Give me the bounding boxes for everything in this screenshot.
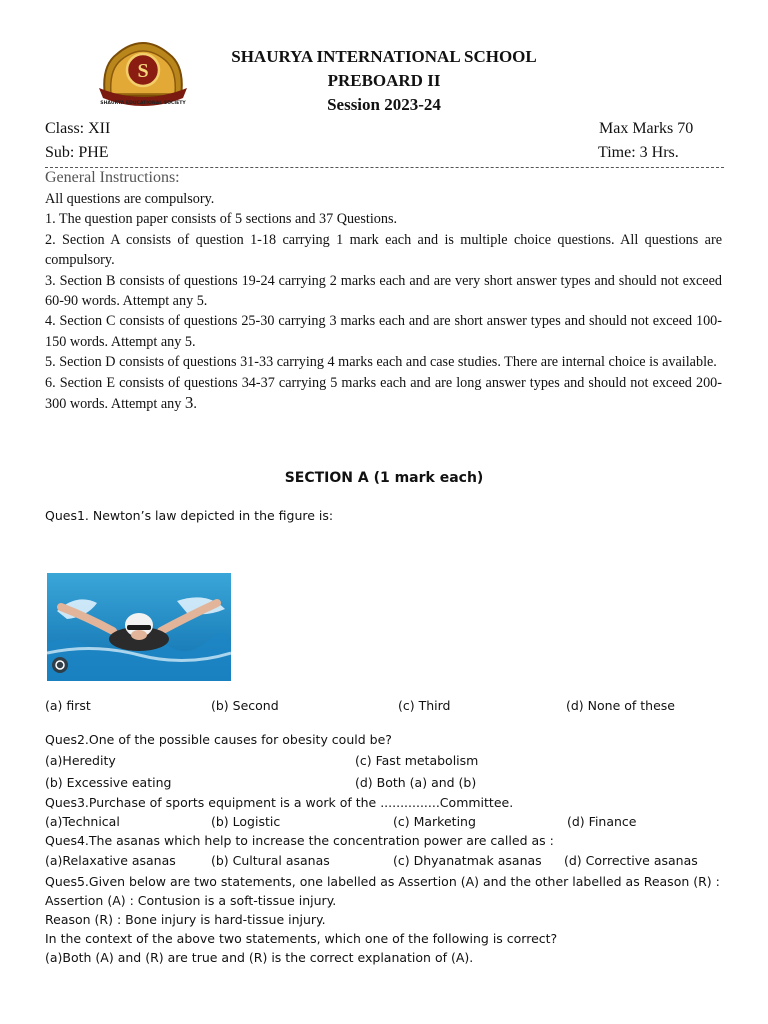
class-label: Class: XII bbox=[45, 120, 111, 137]
instruction-line: 4. Section C consists of questions 25-30 carrying 3 marks each and are short answer types and should not exceed 100-150 words. Attempt any 5. bbox=[45, 313, 722, 350]
q4-option-b: (b) Cultural asanas bbox=[211, 853, 330, 868]
instructions-heading: General Instructions: bbox=[45, 169, 180, 186]
header-divider bbox=[45, 167, 724, 168]
instruction-line: All questions are compulsory. bbox=[45, 191, 215, 207]
q5-reason: Reason (R) : Bone injury is hard-tissue injury. bbox=[45, 912, 326, 927]
instruction-line bbox=[45, 373, 722, 415]
question-4: Ques4.The asanas which help to increase the concentration power are called as : bbox=[45, 833, 554, 848]
max-marks: Max Marks 70 bbox=[599, 120, 694, 137]
school-name: SHAURYA INTERNATIONAL SCHOOL bbox=[231, 47, 537, 66]
instructions-list bbox=[45, 189, 722, 414]
time-allowed: Time: 3 Hrs. bbox=[598, 144, 679, 161]
instruction-line: 3. Section B consists of questions 19-24 carrying 2 marks each and are very short answer types and should not exceed 60-90 words. Attempt any 5. bbox=[45, 272, 722, 310]
q5-prompt: In the context of the above two statements, which one of the following is correct? bbox=[45, 931, 558, 946]
q3-option-b: (b) Logistic bbox=[211, 814, 281, 829]
question-2: Ques2.One of the possible causes for obesity could be? bbox=[45, 732, 392, 747]
instruction-line: 1. The question paper consists of 5 sections and 37 Questions. bbox=[45, 211, 398, 228]
instruction-line-text: 6. Section E consists of questions 34-37 carrying 5 marks each and are long answer types and should not exceed 200-300 words. Attempt any bbox=[45, 374, 722, 413]
exam-name: PREBOARD II bbox=[327, 71, 441, 90]
section-a-title: SECTION A (1 mark each) bbox=[284, 470, 484, 486]
question-5: Ques5.Given below are two statements, one labelled as Assertion (A) and the other labelled as Reason (R) : bbox=[45, 874, 720, 889]
session: Session 2023-24 bbox=[327, 95, 441, 114]
q5-assertion: Assertion (A) : Contusion is a soft-tissue injury. bbox=[45, 893, 337, 908]
q2-option-b: (b) Excessive eating bbox=[45, 775, 172, 790]
q4-option-c: (c) Dhyanatmak asanas bbox=[393, 853, 542, 868]
q3-option-a: (a)Technical bbox=[45, 814, 120, 829]
q3-option-d: (d) Finance bbox=[567, 814, 637, 829]
svg-text:S: S bbox=[137, 60, 149, 82]
instruction-line: 2. Section A consists of question 1-18 carrying 1 mark each and is multiple choice questions. All questions are compulsory. bbox=[45, 231, 722, 269]
q2-option-c: (c) Fast metabolism bbox=[355, 753, 479, 768]
instruction-line: 5. Section D consists of questions 31-33 carrying 4 marks each and case studies. There are internal choice is available. bbox=[45, 354, 717, 371]
q4-option-a: (a)Relaxative asanas bbox=[45, 853, 176, 868]
question-1: Ques1. Newton’s law depicted in the figure is: bbox=[45, 508, 334, 523]
q1-option-b: (b) Second bbox=[211, 698, 279, 713]
q1-option-c: (c) Third bbox=[398, 698, 451, 713]
swimmer-image bbox=[47, 573, 231, 681]
q2-option-d: (d) Both (a) and (b) bbox=[355, 775, 477, 790]
q2-option-a: (a)Heredity bbox=[45, 753, 116, 768]
logo-caption: SHAURYA EDUCATIONAL SOCIETY bbox=[100, 101, 186, 106]
instruction-line-end: . bbox=[193, 396, 197, 413]
q4-option-d: (d) Corrective asanas bbox=[564, 853, 698, 868]
instruction-line-number: 3 bbox=[184, 393, 194, 413]
q3-option-c: (c) Marketing bbox=[393, 814, 476, 829]
q1-option-d: (d) None of these bbox=[566, 698, 675, 713]
subject-label: Sub: PHE bbox=[45, 144, 109, 161]
q1-option-a: (a) first bbox=[45, 698, 91, 713]
question-3: Ques3.Purchase of sports equipment is a work of the ...............Committee. bbox=[45, 795, 514, 810]
q5-option-a: (a)Both (A) and (R) are true and (R) is the correct explanation of (A). bbox=[45, 950, 474, 965]
